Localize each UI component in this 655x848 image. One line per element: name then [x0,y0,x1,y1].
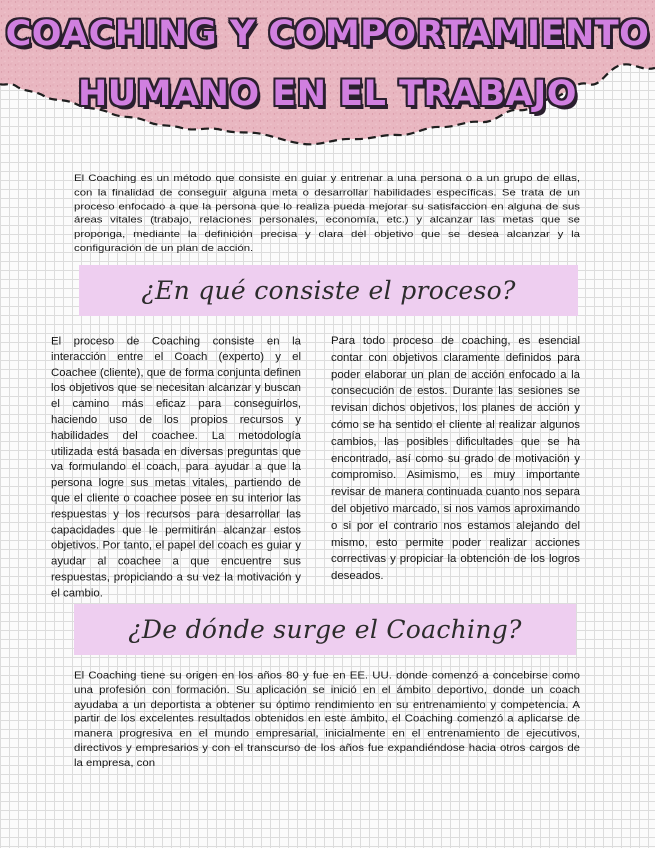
page-title-line-1: COACHING Y COMPORTAMIENTO [5,14,650,54]
section-heading-origin-label: ¿De dónde surge el Coaching? [128,615,522,644]
page-title-line-2: HUMANO EN EL TRABAJO [77,74,578,114]
origin-paragraph: El Coaching tiene su origen en los años 80 y fue en EE. UU. donde comenzó a concebirse como una profesión con formación. Su aplicación se inició en el ámbito deportivo, donde un coach ayudaba a un deportista a obtener su óptimo rendimiento en su entrenamiento y competencia. A partir de los excelentes resultados obtenidos en este ámbito, el Coaching comenzó a aplicarse de manera progresiva en el mundo empresarial, inicialmente en el entrenamiento de ejecutivos, directivos y empresarios y con el transcurso de los años fue expandiéndose hacia otros cargos de la empresa, con [74,670,580,769]
section-heading-origin [74,604,576,655]
process-paragraph-right: Para todo proceso de coaching, es esencial contar con objetivos claramente definidos para poder elaborar un plan de acción enfocado a la consecución de estos. Durante las sesiones se revisan dichos objetivos, los planes de acción y cómo se ha sentido el cliente al realizar algunos cambios, las posibles dificultades que se ha encontrado, así como su grado de motivación y compromiso. Asimismo, es muy importante revisar de manera continuada cuanto nos separa del objetivo marcado, si nos vamos aproximando o si por el contrario nos estamos alejando del mismo, esto permite poder realizar acciones correctivas y propiciar la obtención de los logros deseados. [331,335,580,583]
process-paragraph-left: El proceso de Coaching consiste en la interacción entre el Coach (experto) y el Coachee (cliente), que de forma conjunta definen los objetivos que se necesitan alcanzar y buscan el camino más eficaz para conseguirlos, haciendo uso de los propios recursos y habilidades del coachee. La metodología utilizada está basada en diversas preguntas que va formulando el coach, para ayudar a que la persona logre sus metas vitales, partiendo de que el cliente o coachee posee en su interior las respuestas y los recursos para desarrollar las capacidades que le permitirán alcanzar estos objetivos. Por tanto, el papel del coach es guiar y ayudar al coachee a que encuentre sus respuestas, propiciando a su vez la motivación y el cambio. [51,335,301,599]
section-heading-process [79,265,578,316]
section-heading-process-label: ¿En qué consiste el proceso? [141,276,516,305]
intro-paragraph: El Coaching es un método que consiste en guiar y entrenar a una persona o a un grupo de ellas, con la finalidad de conseguir alguna meta o desarrollar habilidades específicas. Se trata de un proceso enfocado a que la persona que lo realiza pueda mejorar su satisfaccion en alguna de sus áreas vitales (trabajo, relaciones personales, economía, etc.) y alcanzar las metas que se proponga, mediante la definición precisa y clara del objetivo que se desea alcanzar y la configuración de un plan de acción. [74,173,580,254]
